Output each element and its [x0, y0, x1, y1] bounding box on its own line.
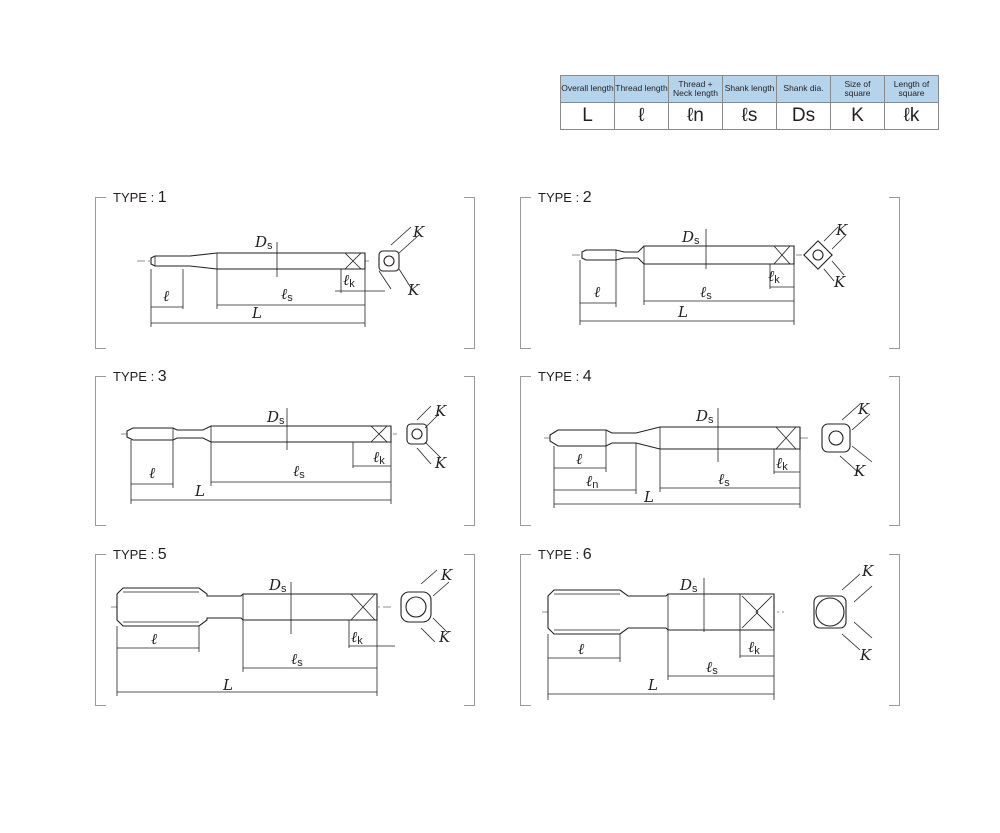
type-4-panel: [520, 368, 900, 526]
label-lk: ℓk: [351, 628, 363, 647]
label-K-top: K: [413, 223, 425, 241]
label-lk: ℓk: [776, 454, 788, 473]
label-Ds: Ds: [267, 408, 285, 427]
legend-header-row: [561, 76, 939, 103]
label-K-top: K: [435, 402, 447, 420]
panel-title: TYPE : 6: [538, 546, 592, 563]
type-2-tap-drawing: [520, 197, 900, 349]
type-1-tap-drawing: [95, 197, 475, 349]
label-L: L: [223, 676, 233, 694]
legend-header-overall-length: Overall length: [561, 76, 615, 103]
type-3-tap-drawing: [95, 376, 475, 526]
panel-title: TYPE : 3: [113, 368, 167, 385]
panel-title: TYPE : 4: [538, 368, 592, 385]
legend-symbol-l: ℓ: [615, 103, 669, 130]
panel-title: TYPE : 5: [113, 546, 167, 563]
legend-symbol-K: K: [831, 103, 885, 130]
label-Ds: Ds: [696, 407, 714, 426]
label-ls: ℓs: [718, 470, 730, 489]
label-Ds: Ds: [682, 228, 700, 247]
label-K-bottom: K: [439, 628, 451, 646]
type-6-panel: [520, 546, 900, 706]
label-Ds: Ds: [269, 576, 287, 595]
type-1-panel: [95, 189, 475, 349]
label-K-top: K: [441, 566, 453, 584]
label-Ds: Ds: [255, 233, 273, 252]
label-l: ℓ: [594, 283, 601, 301]
label-lk: ℓk: [373, 448, 385, 467]
label-ls: ℓs: [700, 283, 712, 302]
legend-symbol-L: L: [561, 103, 615, 130]
legend-symbol-Ds: Ds: [777, 103, 831, 130]
tap-body: [550, 427, 800, 449]
label-l: ℓ: [576, 450, 583, 468]
label-ls: ℓs: [281, 285, 293, 304]
square-end-view-icon: [814, 574, 872, 650]
label-L: L: [648, 676, 658, 694]
type-5-tap-drawing: [95, 554, 475, 706]
symbol-legend-table: [560, 75, 939, 130]
type-5-panel: [95, 546, 475, 706]
label-K-bottom: K: [435, 454, 447, 472]
label-ls: ℓs: [293, 462, 305, 481]
label-K-bottom: K: [834, 273, 846, 291]
tap-body: [127, 426, 391, 442]
legend-header-shank-dia: Shank dia.: [777, 76, 831, 103]
legend-symbol-ls: ℓs: [723, 103, 777, 130]
legend-symbol-lk: ℓk: [885, 103, 939, 130]
label-K-top: K: [858, 400, 870, 418]
tap-body: [117, 588, 377, 626]
label-ls: ℓs: [706, 658, 718, 677]
tap-body: [151, 253, 365, 269]
type-6-tap-drawing: [520, 554, 900, 706]
label-K-top: K: [836, 221, 848, 239]
label-l: ℓ: [578, 640, 585, 658]
legend-header-shank-length: Shank length: [723, 76, 777, 103]
label-l: ℓ: [151, 630, 158, 648]
label-K-top: K: [862, 562, 874, 580]
legend-header-length-of-square: Length of square: [885, 76, 939, 103]
type-2-panel: [520, 189, 900, 349]
label-lk: ℓk: [768, 267, 780, 286]
label-ls: ℓs: [291, 650, 303, 669]
legend-header-size-of-square: Size of square: [831, 76, 885, 103]
legend-symbol-row: [561, 103, 939, 130]
panel-title: TYPE : 1: [113, 189, 167, 206]
label-l: ℓ: [163, 287, 170, 305]
tap-body: [582, 246, 794, 264]
label-K-bottom: K: [860, 646, 872, 664]
label-lk: ℓk: [748, 638, 760, 657]
label-L: L: [678, 303, 688, 321]
label-ln: ℓn: [586, 472, 599, 491]
label-Ds: Ds: [680, 576, 698, 595]
legend-symbol-ln: ℓn: [669, 103, 723, 130]
panel-title: TYPE : 2: [538, 189, 592, 206]
legend-header-thread-neck-length: Thread + Neck length: [669, 76, 723, 103]
label-lk: ℓk: [343, 271, 355, 290]
type-4-tap-drawing: [520, 376, 900, 526]
type-3-panel: [95, 368, 475, 526]
label-L: L: [252, 304, 262, 322]
label-l: ℓ: [149, 464, 156, 482]
label-L: L: [644, 488, 654, 506]
legend-header-thread-length: Thread length: [615, 76, 669, 103]
label-L: L: [195, 482, 205, 500]
label-K-bottom: K: [854, 462, 866, 480]
label-K-bottom: K: [408, 281, 420, 299]
